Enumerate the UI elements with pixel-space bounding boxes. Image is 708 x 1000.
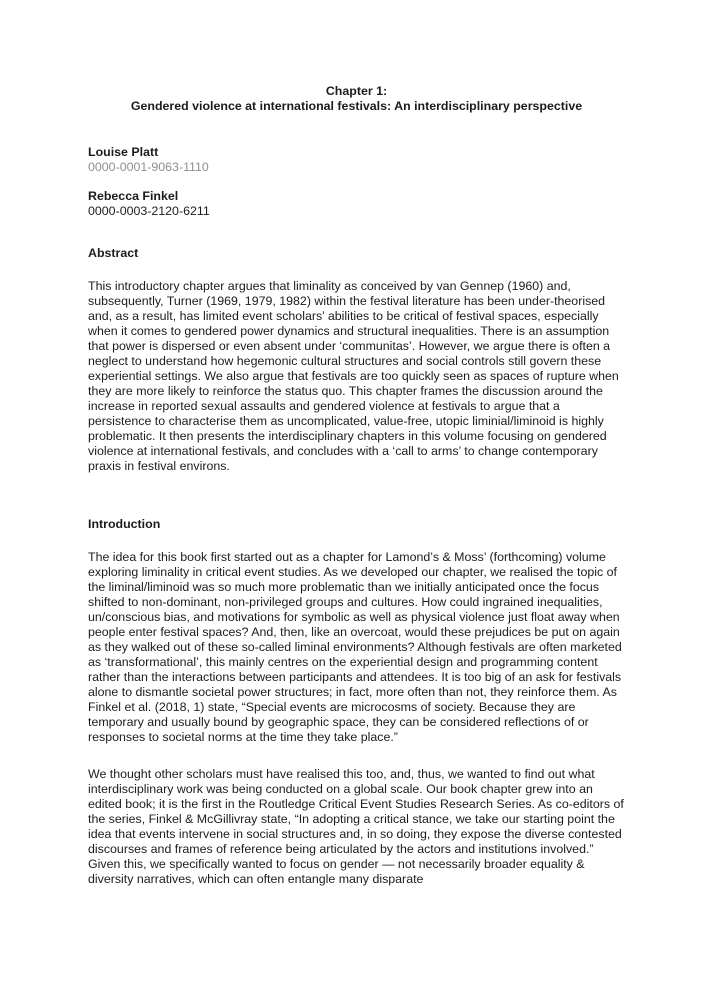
introduction-paragraph-1: The idea for this book first started out as a chapter for Lamond’s & Moss’ (forthcoming) volume exploring liminality in critical event studies. As we developed our chapter, we realised the topic of the liminal/liminoid was so much more problematic than we initially anticipated once the focus shifted to non-dominant, non-privileged groups and cultures. How could ingrained inequalities, un/conscious bias, and motivations for symbolic as well as physical violence just float away when people enter festival spaces? And, then, like an overcoat, would these prejudices be put on again as they walked out of these so-called liminal environments? Although festivals are often marketed as ‘transformational’, this mainly centres on the experiential design and programming content rather than the interactions between participants and attendees. It is too big of an ask for festivals alone to dismantle societal power structures; in fact, more often than not, they reinforce them. As Finkel et al. (2018, 1) state, “Special events are microcosms of society. Because they are temporary and usually bound by geographic space, they can be considered reflections of or responses to societal norms at the time they take place.” — [88, 550, 622, 744]
introduction-paragraph-2: We thought other scholars must have realised this too, and, thus, we wanted to find out what interdisciplinary work was being conducted on a global scale. Our book chapter grew into an edited book; it is the first in the Routledge Critical Event Studies Research Series. As co-editors of the series, Finkel & McGillivray state, “In adopting a critical stance, we take our starting point the idea that events intervene in social structures and, in so doing, they expose the diverse contested discourses and frames of reference being articulated by the actors and institutions involved.” Given this, we specifically wanted to focus on gender — not necessarily broader equality & diversity narratives, which can often entangle many disparate — [88, 767, 624, 886]
author-orcid: 0000-0001-9063-1110 — [88, 160, 209, 174]
chapter-title-line1: Chapter 1: — [325, 84, 388, 98]
abstract-paragraph: This introductory chapter argues that liminality as conceived by van Gennep (1960) and, subsequently, Turner (1969, 1979, 1982) within the festival literature has been under-theorised and, as a result, has limited event scholars’ abilities to be critical of festival spaces, especially when it comes to gendered power dynamics and structural inequalities. There is an assumption that power is dispersed or even absent under ‘communitas’. However, we argue there is often a neglect to understand how hegemonic cultural structures and social controls still govern these experiential settings. We also argue that festivals are too quickly seen as spaces of rupture when they are more likely to reinforce the status quo. This chapter frames the discussion around the increase in reported sexual assaults and gendered violence at festivals to argue that a persistence to characterise them as uncomplicated, value-free, utopic liminial/liminoid is highly problematic. It then presents the interdisciplinary chapters in this volume focusing on gendered violence at international festivals, and concludes with a ‘call to arms’ to change contemporary praxis in festival environs. — [88, 279, 619, 473]
author-name: Rebecca Finkel — [88, 189, 179, 203]
abstract-section — [88, 246, 625, 474]
author-orcid: 0000-0003-2120-6211 — [88, 204, 210, 218]
abstract-heading: Abstract — [88, 246, 139, 260]
chapter-title-line2: Gendered violence at international festivals: An interdisciplinary perspective — [130, 99, 583, 113]
author-block-1 — [88, 145, 625, 175]
author-list — [88, 145, 625, 219]
introduction-heading: Introduction — [88, 517, 161, 531]
author-block-2 — [88, 189, 625, 219]
introduction-section — [88, 517, 625, 887]
chapter-title — [88, 84, 625, 114]
author-name: Louise Platt — [88, 145, 159, 159]
